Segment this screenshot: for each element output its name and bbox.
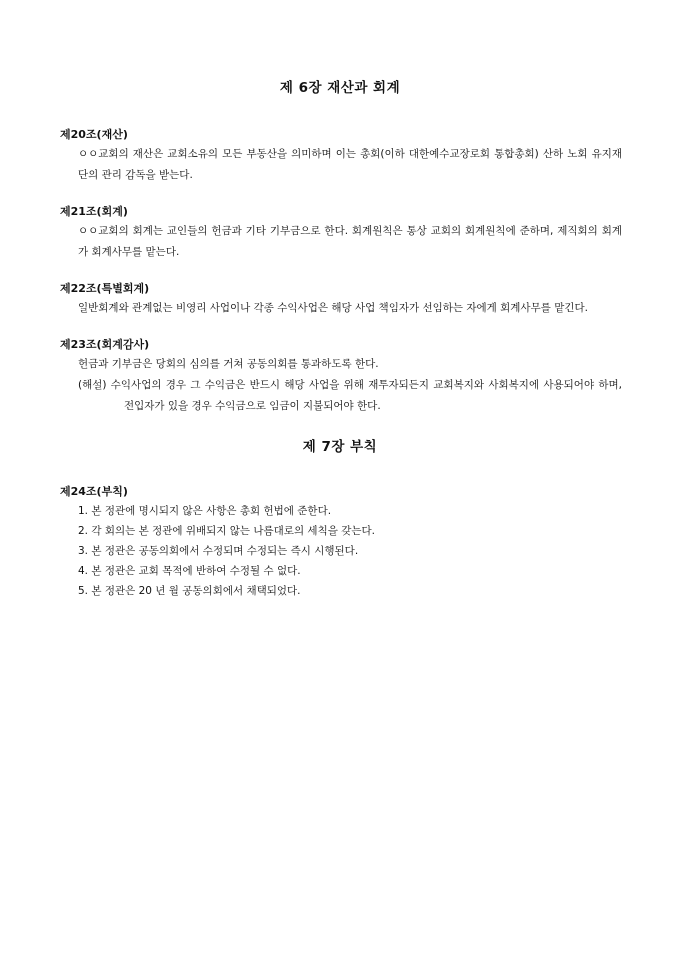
list-item: 4. 본 정관은 교회 목적에 반하여 수정될 수 없다. [78, 565, 301, 577]
list-item: 1. 본 정관에 명시되지 않은 사항은 총회 헌법에 준한다. [78, 505, 332, 517]
list-item: 5. 본 정관은 20 년 월 공동의회에서 채택되었다. [78, 585, 301, 597]
article-23 [60, 336, 622, 417]
article-24-heading: 제24조(부칙) [60, 485, 128, 498]
article-20 [60, 126, 622, 186]
article-22-text: 일반회계와 관계없는 비영리 사업이나 각종 수익사업은 해당 사업 책임자가 선임하는 자에게 회계사무를 맡긴다. [78, 302, 588, 314]
article-23-heading: 제23조(회계감사) [60, 338, 150, 351]
article-22-body [60, 298, 622, 319]
article-20-heading: 제20조(재산) [60, 128, 128, 141]
chapter-7-title: 제 7장 부칙 [302, 439, 378, 455]
article-22-heading: 제22조(특별회계) [60, 282, 150, 295]
article-22 [60, 280, 622, 319]
article-21-heading: 제21조(회계) [60, 205, 128, 218]
article-21-text: ㅇㅇ교회의 회계는 교인들의 헌금과 기타 기부금으로 한다. 회계원칙은 통상 교회의 회계원칙에 준하며, 제직회의 회계가 회계사무를 맡는다. [78, 225, 622, 258]
chapter-6-title: 제 6장 재산과 회계 [279, 80, 401, 96]
list-item: 2. 각 회의는 본 정관에 위배되지 않는 나름대로의 세칙을 갖는다. [78, 525, 375, 537]
article-23-text: 헌금과 기부금은 당회의 심의를 거쳐 공동의회를 통과하도록 한다. [78, 358, 379, 370]
article-23-body [60, 354, 622, 417]
article-21-body [60, 221, 622, 263]
article-24 [60, 483, 622, 601]
article-20-text: ㅇㅇ교회의 재산은 교회소유의 모든 부동산을 의미하며 이는 총회(이하 대한예수교장로회 통합총회) 산하 노회 유지재단의 관리 감독을 받는다. [78, 148, 622, 181]
supplementary-provisions-list [60, 501, 622, 601]
article-20-body [60, 144, 622, 186]
article-23-note: (해설) 수익사업의 경우 그 수익금은 반드시 해당 사업을 위해 재투자되든지 교회복지와 사회복지에 사용되어야 하며, 전입자가 있을 경우 수익금으로 임금이 지불되어야 한다. [78, 379, 622, 412]
article-21 [60, 203, 622, 263]
list-item: 3. 본 정관은 공동의회에서 수정되며 수정되는 즉시 시행된다. [78, 545, 359, 557]
